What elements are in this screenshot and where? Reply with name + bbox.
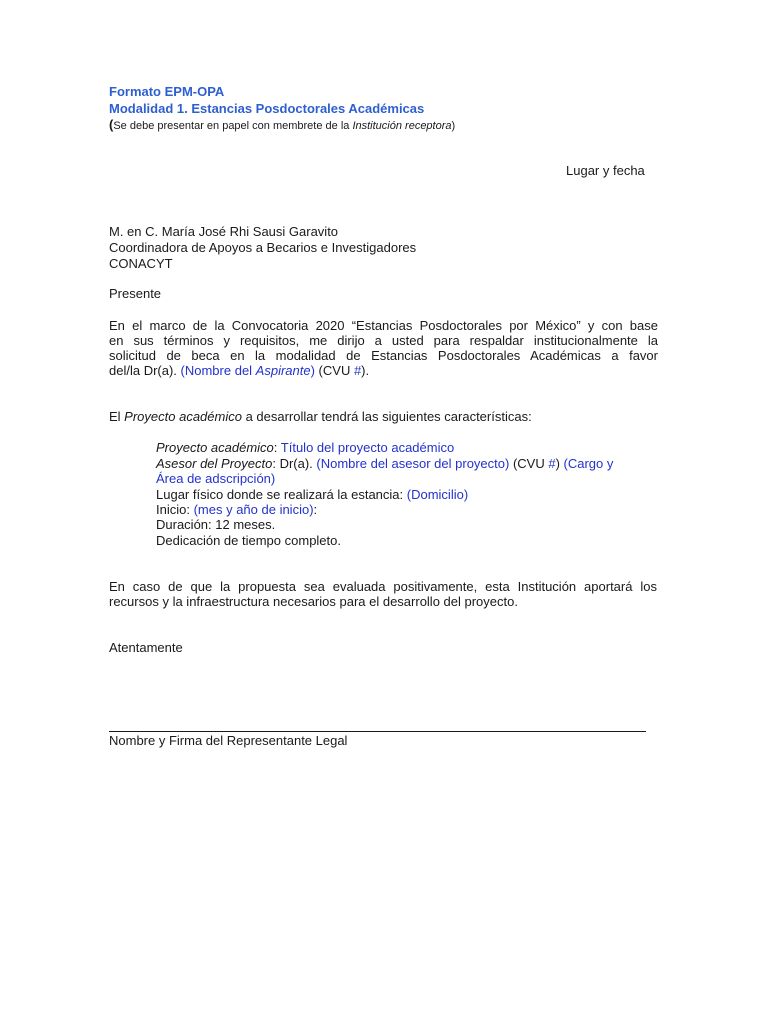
intro-line-1: En el marco de la Convocatoria 2020 “Estancias Posdoctorales por México” y con base (109, 318, 658, 333)
applicant-placeholder-open: (Nombre del (180, 363, 256, 378)
detail-start-value: (mes y año de inicio) (193, 502, 314, 517)
signature-line (109, 731, 646, 732)
detail-advisor-sep: : Dr(a). (272, 456, 317, 471)
applicant-placeholder-word: Aspirante (255, 363, 311, 378)
note-text: Se debe presentar en papel con membrete de la (113, 120, 353, 132)
intro-paragraph (109, 318, 658, 378)
detail-advisor-area-1: (Cargo y (563, 456, 614, 471)
detail-advisor-area-2: Área de adscripción) (156, 471, 276, 486)
greeting: Presente (109, 286, 162, 301)
recipient-organization: CONACYT (109, 256, 173, 271)
detail-advisor-cvu-b: ) (555, 456, 564, 471)
intro-line-2: en sus términos y requisitos, me dirijo a usted para respaldar institucionalmente la (109, 333, 658, 348)
cvu-placeholder: # (353, 363, 362, 378)
intro-line-3: solicitud de beca en la modalidad de Estancias Posdoctorales Académicas a favor (109, 348, 658, 363)
paper-note (109, 118, 455, 133)
project-intro-a: El (109, 409, 125, 424)
closing-line-2: recursos y la infraestructura necesarios para el desarrollo del proyecto. (109, 594, 518, 609)
project-intro (109, 409, 532, 424)
detail-start-end: : (313, 502, 318, 517)
detail-advisor-value: (Nombre del asesor del proyecto) (316, 456, 510, 471)
detail-start (156, 502, 317, 517)
detail-project (156, 440, 454, 455)
detail-project-label: Proyecto académico (156, 440, 274, 455)
signature-caption: Nombre y Firma del Representante Legal (109, 733, 348, 748)
note-open-paren: ( (109, 117, 114, 132)
intro-dr-prefix: del/la Dr(a). (109, 363, 181, 378)
cvu-suffix: ). (361, 363, 370, 378)
detail-advisor-cvu-a: (CVU (509, 456, 549, 471)
detail-project-sep: : (273, 440, 281, 455)
place-date: Lugar y fecha (566, 163, 645, 178)
intro-line-4 (109, 363, 658, 378)
detail-location (156, 487, 468, 502)
note-close-paren: ) (451, 120, 456, 132)
detail-location-label: Lugar físico donde se realizará la estancia: (156, 487, 407, 502)
recipient-position: Coordinadora de Apoyos a Becarios e Investigadores (109, 240, 417, 255)
applicant-placeholder-close: ) (310, 363, 315, 378)
modality-title: Modalidad 1. Estancias Posdoctorales Académicas (109, 101, 425, 116)
detail-advisor-cvu-hash: # (548, 456, 556, 471)
signoff: Atentamente (109, 640, 183, 655)
detail-location-value: (Domicilio) (406, 487, 469, 502)
project-intro-term: Proyecto académico (124, 409, 242, 424)
closing-line-1: En caso de que la propuesta sea evaluada positivamente, esta Institución aportará los (109, 579, 657, 594)
detail-start-label: Inicio: (156, 502, 194, 517)
closing-paragraph (109, 579, 657, 609)
detail-advisor (156, 456, 613, 471)
recipient-name: M. en C. María José Rhi Sausi Garavito (109, 224, 339, 239)
detail-advisor-label: Asesor del Proyecto (156, 456, 273, 471)
cvu-prefix: (CVU (314, 363, 354, 378)
project-intro-c: a desarrollar tendrá las siguientes características: (241, 409, 532, 424)
detail-project-value: Título del proyecto académico (280, 440, 455, 455)
detail-dedication: Dedicación de tiempo completo. (156, 533, 341, 548)
note-institution: Institución receptora (352, 120, 452, 132)
format-title: Formato EPM-OPA (109, 84, 225, 99)
detail-duration: Duración: 12 meses. (156, 517, 276, 532)
